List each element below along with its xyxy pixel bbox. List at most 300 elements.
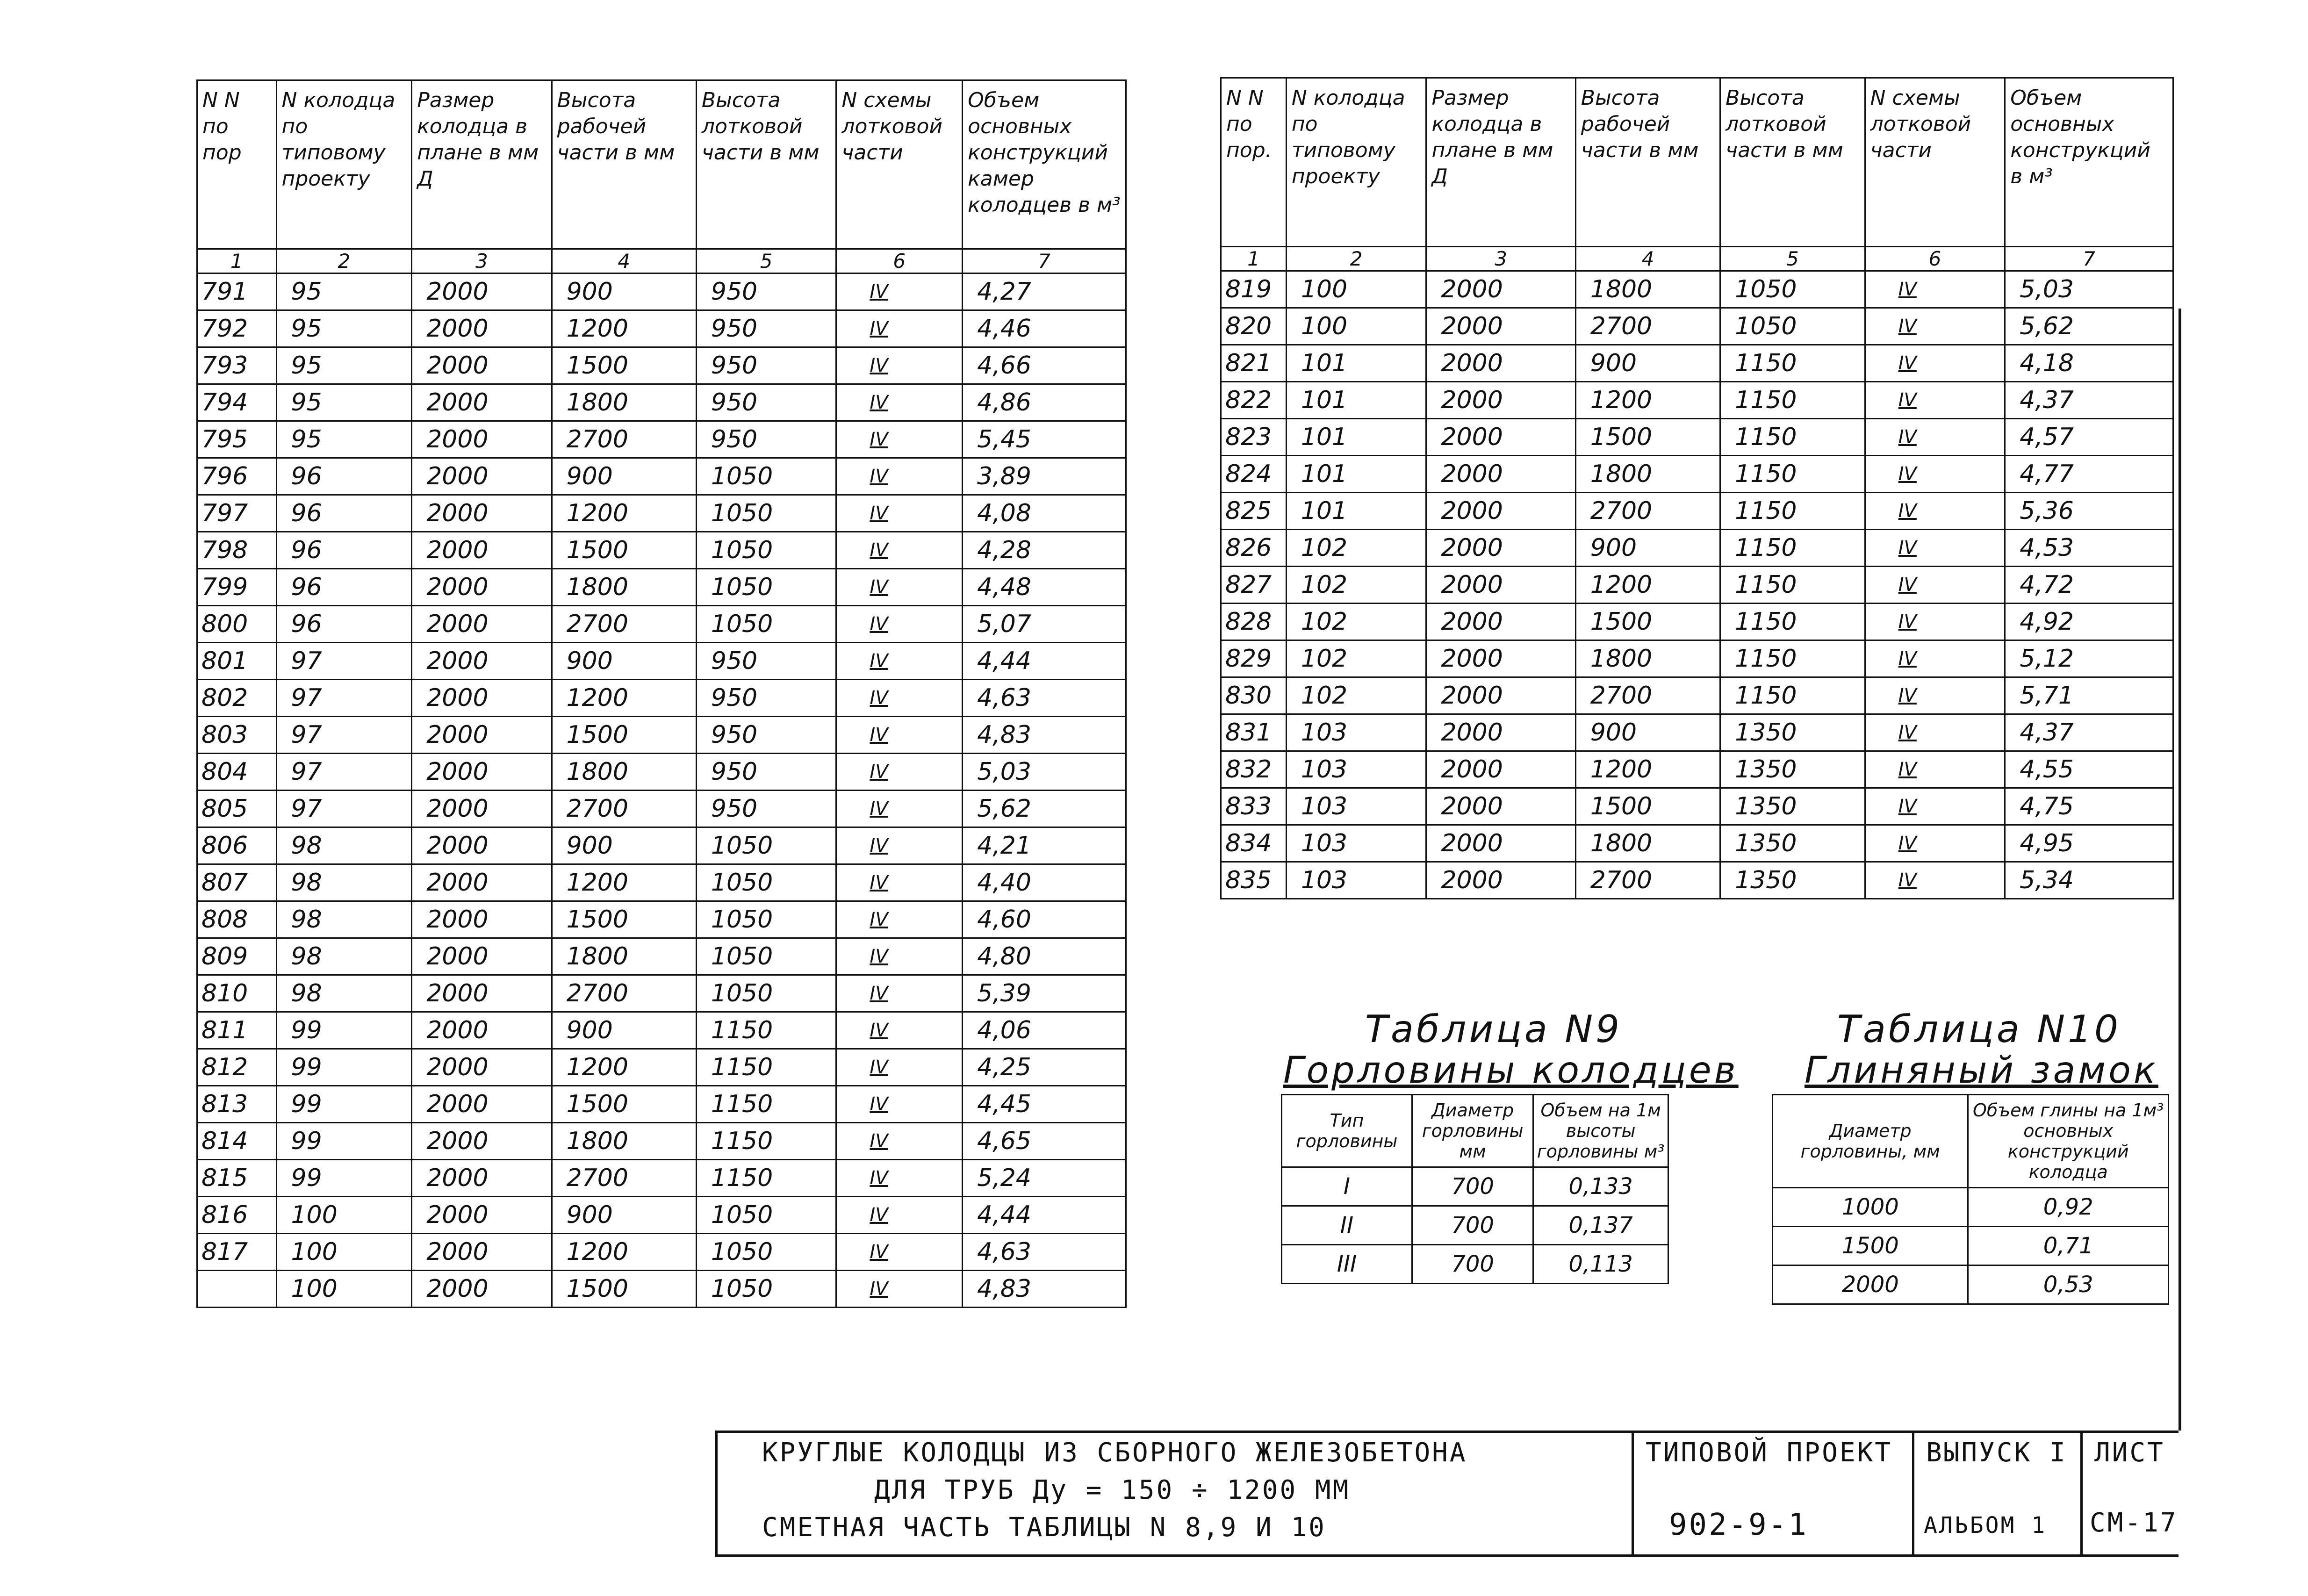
table-cell: 1150	[1720, 419, 1865, 456]
table-row	[1221, 456, 2173, 493]
table-cell: 805	[197, 791, 277, 827]
table-cell: 812	[197, 1049, 277, 1086]
table-cell: 829	[1221, 640, 1287, 677]
table-cell: 809	[197, 938, 277, 975]
table-cell: 2000	[412, 273, 552, 310]
table-cell: 1150	[696, 1086, 836, 1123]
table-cell: 102	[1286, 604, 1426, 640]
table-cell: 5,24	[963, 1160, 1126, 1197]
table-cell: 4,86	[963, 384, 1126, 421]
table-cell: IV	[836, 1271, 963, 1308]
table-cell: 2000	[412, 532, 552, 569]
column-number-row	[197, 249, 1126, 273]
table-cell: 900	[552, 1197, 696, 1234]
table-cell: 4,46	[963, 310, 1126, 347]
table-cell: 4,37	[2005, 382, 2173, 419]
table-cell: 950	[696, 310, 836, 347]
table-cell: 96	[276, 532, 412, 569]
table-row	[197, 717, 1126, 754]
table-cell: 97	[276, 791, 412, 827]
table-cell: 2000	[1426, 677, 1575, 714]
table10-title: Таблица N10	[1837, 1007, 2121, 1051]
project-number: 902-9-1	[1669, 1508, 1808, 1542]
table-cell: 4,48	[963, 569, 1126, 606]
table-cell: 2000	[412, 421, 552, 458]
table-cell: IV	[836, 1123, 963, 1160]
table-row	[197, 458, 1126, 495]
table-cell: IV	[836, 1234, 963, 1271]
table-row	[1773, 1265, 2169, 1304]
table-cell: IV	[1865, 714, 2005, 751]
table-cell: IV	[836, 347, 963, 384]
table-cell: 97	[276, 643, 412, 680]
table10-subtitle: Глиняный замок	[1805, 1050, 2158, 1092]
table-cell: IV	[836, 975, 963, 1012]
table-cell: IV	[836, 421, 963, 458]
table-header-row	[1773, 1095, 2169, 1188]
table-cell: 795	[197, 421, 277, 458]
table-cell: 5,71	[2005, 677, 2173, 714]
table-cell: 1800	[552, 1123, 696, 1160]
title-line-1: КРУГЛЫЕ КОЛОДЦЫ ИЗ СБОРНОГО ЖЕЛЕЗОБЕТОНА	[762, 1438, 1467, 1468]
table-cell: 4,37	[2005, 714, 2173, 751]
table-cell: 1050	[696, 495, 836, 532]
table-cell: 815	[197, 1160, 277, 1197]
table-cell: 98	[276, 938, 412, 975]
table-cell: 1050	[1720, 308, 1865, 345]
table-row	[197, 864, 1126, 901]
table-cell: 834	[1221, 825, 1287, 862]
table-cell: 4,92	[2005, 604, 2173, 640]
table-cell: 1150	[1720, 382, 1865, 419]
table-cell: 799	[197, 569, 277, 606]
table-cell: 793	[197, 347, 277, 384]
table-cell: IV	[1865, 862, 2005, 899]
table-cell: 2000	[412, 347, 552, 384]
column-header: N N по пор.	[1221, 78, 1287, 247]
column-number: 1	[197, 249, 277, 273]
table-cell: 806	[197, 827, 277, 864]
table-cell: 825	[1221, 493, 1287, 530]
table-cell: 900	[552, 643, 696, 680]
table-cell: I	[1282, 1167, 1412, 1206]
table-row	[1773, 1227, 2169, 1265]
table-cell: 98	[276, 827, 412, 864]
table-cell: 1150	[1720, 493, 1865, 530]
column-header: N схемы лотковой части	[836, 80, 963, 249]
table-cell: 1150	[696, 1123, 836, 1160]
table-cell: 1050	[696, 532, 836, 569]
table-cell: 2000	[412, 606, 552, 643]
table-cell: IV	[836, 717, 963, 754]
table-cell: 0,53	[1968, 1265, 2169, 1304]
table-cell: 2000	[1426, 862, 1575, 899]
table-cell: 2000	[1426, 604, 1575, 640]
table-cell: 1050	[696, 975, 836, 1012]
table-cell: 2700	[552, 1160, 696, 1197]
table-cell: 5,34	[2005, 862, 2173, 899]
project-label: ТИПОВОЙ ПРОЕКТ	[1646, 1438, 1893, 1468]
table-cell: 4,55	[2005, 751, 2173, 788]
table-row	[197, 310, 1126, 347]
column-header: Объем основных конструкций камер колодцев в м³	[963, 80, 1126, 249]
sheet-label: ЛИСТ	[2094, 1438, 2165, 1468]
table-cell: 811	[197, 1012, 277, 1049]
table-cell: 1500	[552, 1271, 696, 1308]
table-row	[197, 938, 1126, 975]
table-cell: IV	[1865, 456, 2005, 493]
table-cell: 1800	[552, 938, 696, 975]
table-cell: 103	[1286, 788, 1426, 825]
table-row	[197, 1086, 1126, 1123]
table-row	[197, 975, 1126, 1012]
table-row	[197, 1049, 1126, 1086]
table-row	[197, 1197, 1126, 1234]
table-cell: 100	[1286, 271, 1426, 308]
table-cell: IV	[836, 1012, 963, 1049]
table-cell: 96	[276, 458, 412, 495]
table-cell: IV	[836, 680, 963, 717]
table-cell: 2000	[412, 643, 552, 680]
table-cell: 0,137	[1533, 1206, 1668, 1245]
table-cell: 950	[696, 347, 836, 384]
table-row	[197, 347, 1126, 384]
sheet-number: СМ-17	[2090, 1508, 2178, 1538]
table-cell: IV	[1865, 271, 2005, 308]
table-cell: 900	[1575, 345, 1720, 382]
table-cell: 1500	[552, 901, 696, 938]
table-cell: 95	[276, 347, 412, 384]
table-cell: 5,62	[963, 791, 1126, 827]
table-cell: 99	[276, 1012, 412, 1049]
table-cell: 950	[696, 643, 836, 680]
table-cell: 1200	[552, 864, 696, 901]
table-cell: 700	[1412, 1167, 1533, 1206]
table-cell: 2000	[412, 310, 552, 347]
table-cell: 97	[276, 717, 412, 754]
table-cell: IV	[836, 384, 963, 421]
table-cell: 1200	[552, 1234, 696, 1271]
table-cell: 98	[276, 975, 412, 1012]
column-number-row	[1221, 247, 2173, 271]
table-cell: 2000	[1426, 640, 1575, 677]
title-block-divider	[2080, 1433, 2083, 1554]
table-cell: 2000	[412, 975, 552, 1012]
table-header-row	[1221, 78, 2173, 247]
issue-label: ВЫПУСК I	[1926, 1438, 2067, 1468]
table-cell: 831	[1221, 714, 1287, 751]
table-row	[197, 421, 1126, 458]
table-cell: 1150	[1720, 345, 1865, 382]
column-number: 4	[1575, 247, 1720, 271]
table-cell: 808	[197, 901, 277, 938]
album-label: АЛЬБОМ 1	[1924, 1512, 2047, 1538]
table-cell: 2000	[1426, 456, 1575, 493]
table-cell: IV	[836, 1049, 963, 1086]
table-cell: 103	[1286, 714, 1426, 751]
table-cell: IV	[1865, 567, 2005, 604]
table-cell: IV	[1865, 640, 2005, 677]
table-cell: 100	[1286, 308, 1426, 345]
table-cell: 900	[1575, 714, 1720, 751]
table-cell: 1500	[1575, 604, 1720, 640]
table-cell: 2000	[412, 1012, 552, 1049]
table-cell: IV	[1865, 530, 2005, 567]
table-cell: 950	[696, 754, 836, 791]
table-cell: 3,89	[963, 458, 1126, 495]
table-cell: 4,18	[2005, 345, 2173, 382]
table-row	[1221, 862, 2173, 899]
table-cell: IV	[836, 606, 963, 643]
table-cell: IV	[1865, 345, 2005, 382]
table-cell: 1050	[696, 938, 836, 975]
table-row	[197, 273, 1126, 310]
table-cell: 828	[1221, 604, 1287, 640]
table-cell: 0,71	[1968, 1227, 2169, 1265]
table-cell: 814	[197, 1123, 277, 1160]
table-cell: 833	[1221, 788, 1287, 825]
table-cell: 95	[276, 384, 412, 421]
column-header: Объем глины на 1м³ основных конструкций колодца	[1968, 1095, 2169, 1188]
table-cell: 102	[1286, 640, 1426, 677]
table-cell: 2700	[552, 791, 696, 827]
column-number: 5	[696, 249, 836, 273]
table-cell: 900	[1575, 530, 1720, 567]
table-cell: 1200	[552, 310, 696, 347]
table-cell: 4,66	[963, 347, 1126, 384]
table-cell: 4,75	[2005, 788, 2173, 825]
table-cell: 4,45	[963, 1086, 1126, 1123]
table-cell: 2700	[552, 975, 696, 1012]
table-cell: 1800	[1575, 640, 1720, 677]
table-cell: 2000	[1426, 271, 1575, 308]
table-cell: 4,57	[2005, 419, 2173, 456]
column-header: Высота лотковой части в мм	[1720, 78, 1865, 247]
table-cell: 4,27	[963, 273, 1126, 310]
table-cell: 103	[1286, 825, 1426, 862]
main-table-left	[196, 79, 1127, 1308]
table-cell: 101	[1286, 456, 1426, 493]
column-header: N схемы лотковой части	[1865, 78, 2005, 247]
table-cell: 1200	[1575, 567, 1720, 604]
table-cell: IV	[1865, 308, 2005, 345]
table-header-row	[1282, 1095, 1668, 1167]
table-cell: 97	[276, 680, 412, 717]
table10	[1772, 1094, 2169, 1305]
table-cell: 1200	[1575, 382, 1720, 419]
table-cell: 96	[276, 606, 412, 643]
table-row	[1221, 493, 2173, 530]
frame-right-border	[2179, 309, 2181, 1431]
table-cell: 2000	[1426, 382, 1575, 419]
table-cell: IV	[1865, 751, 2005, 788]
table-cell: 796	[197, 458, 277, 495]
column-number: 1	[1221, 247, 1287, 271]
table-cell: 810	[197, 975, 277, 1012]
table-cell: 1150	[1720, 456, 1865, 493]
table-cell: 2000	[412, 1197, 552, 1234]
table-cell: 2000	[412, 1271, 552, 1308]
table-cell: 102	[1286, 567, 1426, 604]
table-cell: 101	[1286, 382, 1426, 419]
column-header: Высота рабочей части в мм	[552, 80, 696, 249]
column-number: 6	[1865, 247, 2005, 271]
table-cell: 1800	[552, 384, 696, 421]
table-cell: 2000	[1426, 825, 1575, 862]
column-header: Объем основных конструкций в м³	[2005, 78, 2173, 247]
table-cell: 1800	[552, 569, 696, 606]
table-row	[1282, 1245, 1668, 1284]
column-number: 6	[836, 249, 963, 273]
table-cell: 803	[197, 717, 277, 754]
table-cell: 1150	[1720, 567, 1865, 604]
table-cell: 2000	[412, 1086, 552, 1123]
table-cell: IV	[836, 791, 963, 827]
table-row	[197, 495, 1126, 532]
table-cell: 1150	[696, 1049, 836, 1086]
table-cell: 0,133	[1533, 1167, 1668, 1206]
table-cell: 103	[1286, 862, 1426, 899]
table-row	[197, 827, 1126, 864]
table-cell: 4,53	[2005, 530, 2173, 567]
table-cell: 900	[552, 1012, 696, 1049]
main-table-right	[1220, 77, 2174, 899]
table-cell: 1050	[696, 1234, 836, 1271]
table-cell: 950	[696, 273, 836, 310]
table-cell: 2000	[412, 384, 552, 421]
table-cell: IV	[836, 569, 963, 606]
table-cell: 2700	[552, 606, 696, 643]
table9	[1281, 1094, 1669, 1284]
table-cell: 950	[696, 680, 836, 717]
table-cell: 700	[1412, 1245, 1533, 1284]
table-row	[1221, 530, 2173, 567]
table-cell: 1500	[1575, 419, 1720, 456]
table-cell: 822	[1221, 382, 1287, 419]
table-row	[1221, 714, 2173, 751]
table-cell: 813	[197, 1086, 277, 1123]
table-row	[197, 384, 1126, 421]
table-cell: 1050	[1720, 271, 1865, 308]
column-number: 2	[1286, 247, 1426, 271]
table-cell: 900	[552, 827, 696, 864]
table-cell: IV	[1865, 419, 2005, 456]
table-cell: 826	[1221, 530, 1287, 567]
table-cell: 2000	[412, 717, 552, 754]
table-cell: 830	[1221, 677, 1287, 714]
table-cell: 1500	[552, 347, 696, 384]
table-row	[1221, 308, 2173, 345]
table-cell: IV	[1865, 677, 2005, 714]
table-cell: 1050	[696, 827, 836, 864]
table-cell: 1150	[1720, 640, 1865, 677]
column-header: Объем на 1м высоты горловины м³	[1533, 1095, 1668, 1167]
table-cell: 100	[276, 1234, 412, 1271]
table-cell: 2000	[1426, 530, 1575, 567]
table-cell: 4,60	[963, 901, 1126, 938]
table-cell: IV	[1865, 825, 2005, 862]
table9-subtitle: Горловины колодцев	[1283, 1050, 1739, 1092]
table-cell: 0,92	[1968, 1188, 2169, 1227]
column-header: Высота рабочей части в мм	[1575, 78, 1720, 247]
table-cell: 2000	[412, 680, 552, 717]
table-row	[1221, 567, 2173, 604]
table-cell: 2000	[412, 901, 552, 938]
table-cell: 792	[197, 310, 277, 347]
table-cell	[197, 1271, 277, 1308]
table-cell: 5,36	[2005, 493, 2173, 530]
table-cell: 100	[276, 1271, 412, 1308]
column-number: 3	[412, 249, 552, 273]
table-cell: IV	[836, 643, 963, 680]
table-cell: 1150	[1720, 677, 1865, 714]
table-cell: 2700	[552, 421, 696, 458]
table-cell: IV	[836, 1197, 963, 1234]
table-cell: 5,03	[2005, 271, 2173, 308]
column-header: Размер колодца в плане в мм Д	[1426, 78, 1575, 247]
table-row	[1221, 751, 2173, 788]
table-cell: 1350	[1720, 788, 1865, 825]
table-row	[1221, 345, 2173, 382]
table-row	[1221, 788, 2173, 825]
title-block-divider	[1912, 1433, 1914, 1554]
table-cell: 1800	[552, 754, 696, 791]
column-header: N N по пор	[197, 80, 277, 249]
column-header: Размер колодца в плане в мм Д	[412, 80, 552, 249]
table-cell: 807	[197, 864, 277, 901]
table-row	[1221, 604, 2173, 640]
table-cell: 0,113	[1533, 1245, 1668, 1284]
table-cell: 1800	[1575, 456, 1720, 493]
table9-title: Таблица N9	[1365, 1007, 1622, 1051]
table-cell: 4,65	[963, 1123, 1126, 1160]
table-cell: 824	[1221, 456, 1287, 493]
column-header: Диаметр горловины мм	[1412, 1095, 1533, 1167]
table-cell: 99	[276, 1123, 412, 1160]
table-row	[197, 791, 1126, 827]
table-cell: IV	[836, 938, 963, 975]
table-row	[1773, 1188, 2169, 1227]
title-block-divider	[1632, 1433, 1634, 1554]
table-cell: 794	[197, 384, 277, 421]
table-row	[197, 569, 1126, 606]
table-cell: 1150	[1720, 604, 1865, 640]
table-cell: 1350	[1720, 825, 1865, 862]
table-cell: 98	[276, 901, 412, 938]
table-cell: 99	[276, 1160, 412, 1197]
table-cell: 1150	[1720, 530, 1865, 567]
table-cell: 4,83	[963, 717, 1126, 754]
table-row	[1221, 677, 2173, 714]
table-cell: 102	[1286, 677, 1426, 714]
table-cell: 2000	[412, 569, 552, 606]
table-cell: 4,28	[963, 532, 1126, 569]
table-cell: 4,44	[963, 643, 1126, 680]
table-cell: 791	[197, 273, 277, 310]
table-cell: 2700	[1575, 308, 1720, 345]
table-cell: 5,62	[2005, 308, 2173, 345]
column-header: Диаметр горловины, мм	[1773, 1095, 1968, 1188]
table-cell: 97	[276, 754, 412, 791]
table-row	[197, 901, 1126, 938]
table-row	[197, 754, 1126, 791]
table-cell: 2700	[1575, 677, 1720, 714]
table-cell: 797	[197, 495, 277, 532]
table-cell: 2000	[412, 1234, 552, 1271]
table-cell: 1050	[696, 1197, 836, 1234]
table-cell: 832	[1221, 751, 1287, 788]
table-cell: 819	[1221, 271, 1287, 308]
